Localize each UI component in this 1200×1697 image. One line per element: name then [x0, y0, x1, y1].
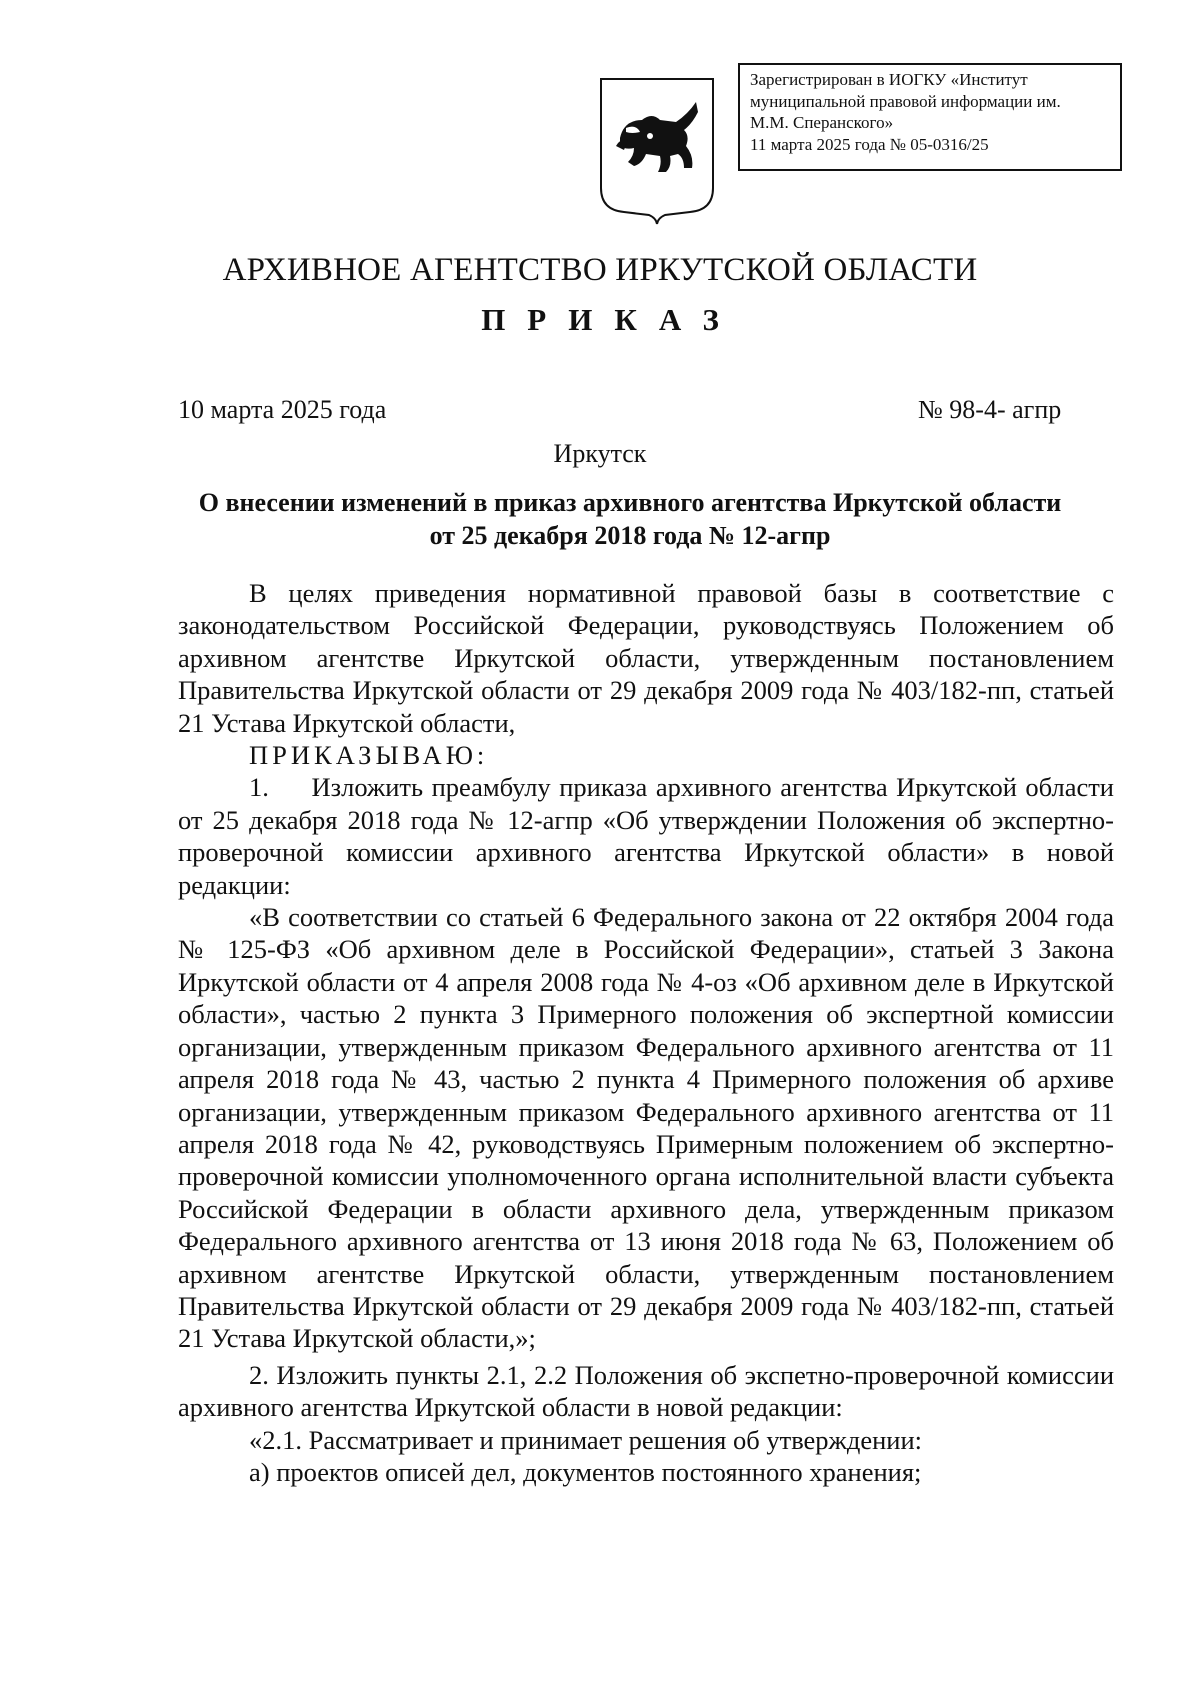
agency-name: АРХИВНОЕ АГЕНТСТВО ИРКУТСКОЙ ОБЛАСТИ: [222, 252, 978, 288]
title-line: от 25 декабря 2018 года № 12-агпр: [429, 521, 831, 550]
stamp-line: 11 марта 2025 года № 05-0316/25: [750, 134, 989, 154]
item-1-paragraph: 1. Изложить преамбулу приказа архивного агентства Иркутской области от 25 декабря 2018 года № 12-агпр «Об утверждении Положения об экспертно-проверочной комиссии архивного агентства Иркутской области» в новой редакции:: [178, 772, 1121, 900]
order-word: ПРИКАЗЫВАЮ:: [249, 740, 489, 771]
registration-stamp: [738, 63, 1122, 171]
item-2-1-paragraph: «2.1. Рассматривает и принимает решения об утверждении:: [249, 1424, 923, 1455]
order-date: 10 марта 2025 года: [178, 395, 387, 424]
stamp-line: М.М. Сперанского»: [750, 113, 894, 132]
stamp-line: Зарегистрирован в ИОГКУ «Институт: [750, 70, 1028, 89]
title-line: О внесении изменений в приказ архивного агентства Иркутской области: [198, 488, 1062, 517]
order-number: № 98-4- агпр: [918, 395, 1062, 424]
item-2-1-a-paragraph: а) проектов описей дел, документов постоянного хранения;: [249, 1456, 922, 1487]
document-type: ПРИКАЗ: [481, 302, 741, 337]
quoted-preamble-paragraph: «В соответствии со статьей 6 Федерального закона от 22 октября 2004 года № 125-ФЗ «Об архивном деле в Российской Федерации», статьей 3 Закона Иркутской области от 4 апреля 2008 года № 4-оз «Об архивном деле в Иркутской области», частью 2 пункта 3 Примерного положения об экспертной комиссии организации, утвержденным приказом Федерального архивного агентства от 11 апреля 2018 года № 43, частью 2 пункта 4 Примерного положения об архиве организации, утвержденным приказом Федерального архивного агентства от 11 апреля 2018 года № 42, руководствуясь Примерным положением об экспертно-проверочной комиссии уполномоченного органа исполнительной власти субъекта Российской Федерации в области архивного дела, утвержденным приказом Федерального архивного агентства от 13 июня 2018 года № 63, Положением об архивном агентстве Иркутской области, утвержденным постановлением Правительства Иркутской области от 29 декабря 2009 года № 403/182-пп, статьей 21 Устава Иркутской области,»;: [178, 902, 1114, 1354]
order-title: [150, 486, 1110, 552]
city: Иркутск: [553, 439, 647, 468]
stamp-line: муниципальной правовой информации им.: [750, 91, 1061, 111]
preamble-paragraph: В целях приведения нормативной правовой базы в соответствие с законодательством Российской Федерации, руководствуясь Положением об архивном агентстве Иркутской области, утвержденным постановлением Правительства Иркутской области от 29 декабря 2009 года № 403/182-пп, статьей 21 Устава Иркутской области,: [178, 578, 1114, 738]
item-2-paragraph: 2. Изложить пункты 2.1, 2.2 Положения об экспетно-проверочной комиссии архивного агентства Иркутской области в новой редакции:: [178, 1359, 1114, 1423]
order-body: [178, 577, 1121, 1488]
irkutsk-coat-of-arms-icon: [598, 76, 716, 226]
